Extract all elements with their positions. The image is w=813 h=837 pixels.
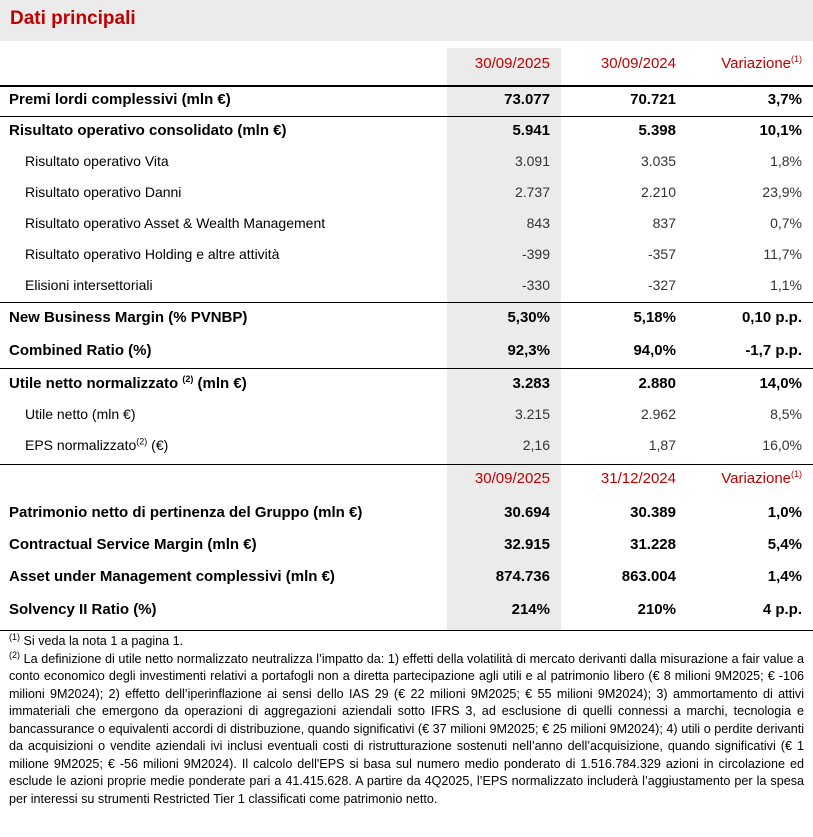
table-row: Premi lordi complessivi (mln €) 73.077 70.721 3,7% [9,91,802,108]
footnotes [9,633,804,808]
table-row: Risultato operativo consolidato (mln €) 5.941 5.398 10,1% [9,122,802,139]
footnote-2: $^{(2)}$ La definizione di utile netto normalizzato neutralizza l’impatto da: 1) effetti della volatilità di mercato derivanti dalla misurazione a fair value a conto economico degli investimenti relativi a portafogli non a diretta partecipazione agli utili e al patrimonio libero (€ 8 milioni 9M2025; € -106 milioni 9M2024); 2) effetto dell’iperinflazione ai sensi dello IAS 29 (€ 22 milioni 9M2025; € 55 milioni 9M2024); 3) ammortamento di attivi immateriali che emergono da operazioni di aggregazioni aziendali sotto IFRS 3, ad esclusione di quelli connessi a marchi, tecnologia e bancassurance o equivalenti accordi di distribuzione, quando significativi (€ 37 milioni 9M2025; € 25 milioni 9M2024); 4) utili o perdite derivanti da acquisizioni o vendite aziendali ivi inclusi eventuali costi di ristrutturazione sostenuti nell’anno dell’acquisizione, quando significativi (€ 1 milione 9M2025; € -56 milioni 9M2024). Il calcolo dell'EPS si basa sul numero medio ponderato di 1.516.784.329 azioni in circolazione ed esclude le azioni proprie medie ponderate pari a 41.415.628. A partire da 4Q2025, l’EPS normalizzato includerà l’aggiustamento per la spesa per interessi su strumenti Restricted Tier 1 classificati come patrimonio netto. [9,649,804,806]
footnote-1: $^{(1)}$ Si veda la nota 1 a pagina 1. [9,631,184,648]
page-title: Dati principali [10,8,136,29]
table-row: Elisioni intersettoriali -330 -327 1,1% [25,277,802,293]
table-row: Risultato operativo Asset & Wealth Management 843 837 0,7% [25,215,802,231]
table-row: Risultato operativo Danni 2.737 2.210 23,9% [25,184,802,200]
table-row: Combined Ratio (%) 92,3% 94,0% -1,7 p.p. [9,342,802,359]
table-row: Utile netto (mln €) 3.215 2.962 8,5% [25,406,802,422]
table-row: New Business Margin (% PVNBP) 5,30% 5,18% 0,10 p.p. [9,309,802,326]
table-header-row [0,48,813,79]
header2-col-previous: 31/12/2024 [600,470,676,487]
header-col-current: 30/09/2025 [474,55,550,72]
header-col-change: Variazione$^{(1)}$ [721,54,802,72]
table-row: Contractual Service Margin (mln €) 32.915 31.228 5,4% [9,536,802,553]
table-row: Solvency II Ratio (%) 214% 210% 4 p.p. [9,601,802,618]
header2-col-current: 30/09/2025 [474,470,550,487]
table-row: Utile netto normalizzato $^{(2)}$ (mln €) 3.283 2.880 14,0% [9,374,802,392]
table-row: Risultato operativo Holding e altre attività -399 -357 11,7% [25,246,802,262]
table-row: EPS normalizzato$^{(2)}$ (€) 2,16 1,87 16,0% [25,436,802,453]
divider [0,630,813,631]
title-bar [0,0,813,41]
header-col-previous: 30/09/2024 [600,55,676,72]
header2-col-change: Variazione$^{(1)}$ [721,469,802,487]
table-row: Patrimonio netto di pertinenza del Gruppo (mln €) 30.694 30.389 1,0% [9,504,802,521]
table-header-row-2 [0,463,813,494]
table-row: Risultato operativo Vita 3.091 3.035 1,8% [25,153,802,169]
table-row: Asset under Management complessivi (mln €) 874.736 863.004 1,4% [9,568,802,585]
